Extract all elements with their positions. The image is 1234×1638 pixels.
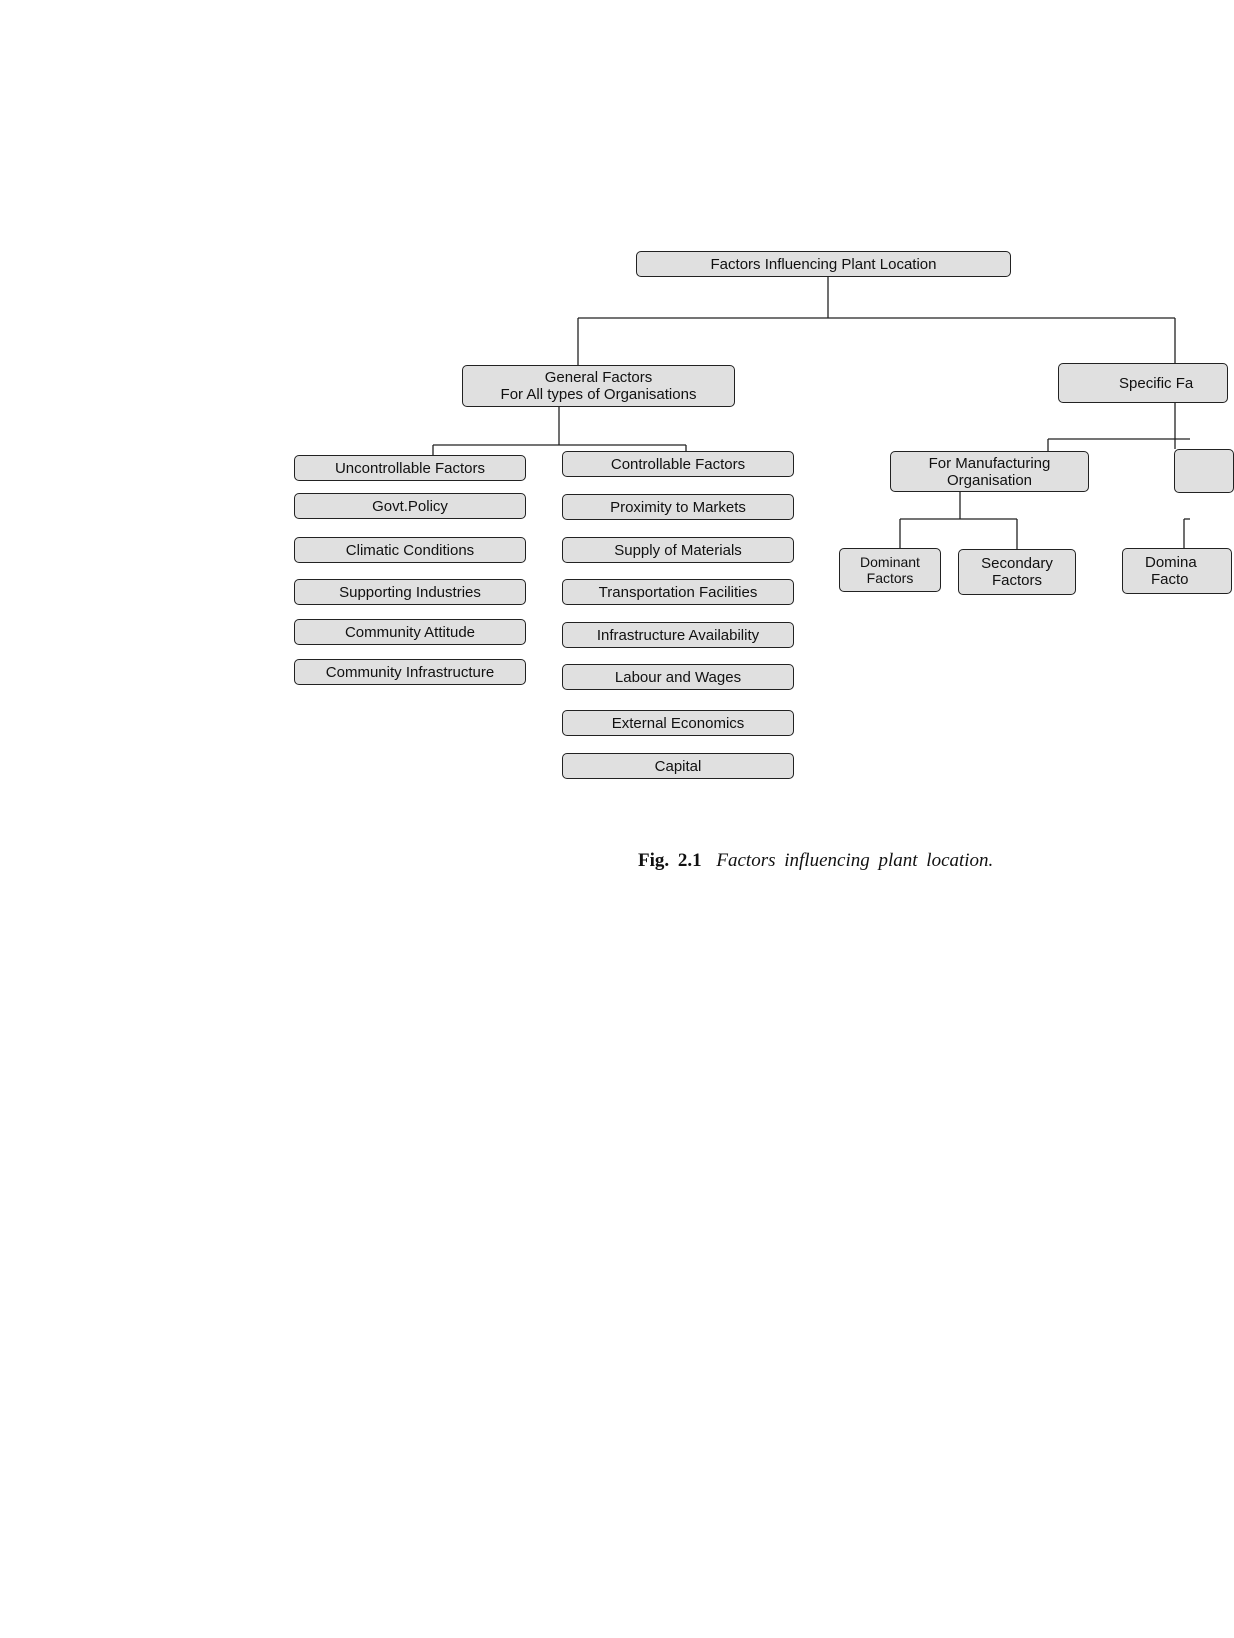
secondary-line1: Secondary <box>981 555 1053 572</box>
manufacturing-line2: Organisation <box>946 471 1033 489</box>
uncontrollable-item-community-infrastructure <box>294 659 526 685</box>
controllable-item-label: Labour and Wages <box>614 668 742 686</box>
uncontrollable-item-label: Climatic Conditions <box>345 541 475 559</box>
uncontrollable-factors-node <box>294 455 526 481</box>
uncontrollable-item-label: Community Attitude <box>344 623 476 641</box>
general-factors-line2: For All types of Organisations <box>500 386 697 403</box>
uncontrollable-item-label: Community Infrastructure <box>325 663 495 681</box>
uncontrollable-item-community-attitude <box>294 619 526 645</box>
manufacturing-line1: For Manufacturing <box>928 454 1051 472</box>
controllable-item-label: Supply of Materials <box>614 541 742 559</box>
manufacturing-organisation-node <box>890 451 1089 492</box>
controllable-factors-node <box>562 451 794 477</box>
controllable-item-proximity-to-markets <box>562 494 794 520</box>
controllable-item-label: Proximity to Markets <box>610 498 746 516</box>
controllable-item-label: External Economics <box>611 714 745 732</box>
controllable-item-external-economics <box>562 710 794 736</box>
secondary-factors-node <box>958 549 1076 595</box>
uncontrollable-item-label: Govt.Policy <box>372 497 448 515</box>
controllable-item-label: Transportation Facilities <box>598 583 758 601</box>
figure-caption <box>638 850 993 872</box>
controllable-item-capital <box>562 753 794 779</box>
controllable-item-label: Capital <box>654 757 702 775</box>
specific-factors-label: Specific Fa <box>1119 374 1194 392</box>
service-organisation-partial-node <box>1174 449 1234 493</box>
general-factors-node <box>462 365 735 407</box>
root-label: Factors Influencing Plant Location <box>710 255 937 273</box>
dominant-line1: Dominant <box>860 554 920 570</box>
dominant-line2: Factors <box>866 570 914 586</box>
controllable-item-label: Infrastructure Availability <box>596 626 760 644</box>
controllable-item-supply-of-materials <box>562 537 794 563</box>
uncontrollable-item-supporting-industries <box>294 579 526 605</box>
uncontrollable-item-govt-policy <box>294 493 526 519</box>
dominant-factors-node <box>839 548 941 592</box>
uncontrollable-factors-label: Uncontrollable Factors <box>334 459 486 477</box>
dominant-factors-partial-node <box>1122 548 1232 594</box>
secondary-line2: Factors <box>991 572 1042 589</box>
specific-factors-node <box>1058 363 1228 403</box>
controllable-factors-label: Controllable Factors <box>610 455 746 473</box>
general-factors-line1: General Factors <box>544 369 653 386</box>
dominant-partial-line2: Facto <box>1151 571 1189 588</box>
root-node <box>636 251 1011 277</box>
figure-caption-text: Factors influencing plant location. <box>716 850 994 871</box>
controllable-item-labour-and-wages <box>562 664 794 690</box>
uncontrollable-item-label: Supporting Industries <box>339 583 481 601</box>
dominant-partial-line1: Domina <box>1145 554 1197 571</box>
figure-label: Fig. 2.1 <box>638 850 702 871</box>
controllable-item-infrastructure-availability <box>562 622 794 648</box>
uncontrollable-item-climatic-conditions <box>294 537 526 563</box>
controllable-item-transportation-facilities <box>562 579 794 605</box>
